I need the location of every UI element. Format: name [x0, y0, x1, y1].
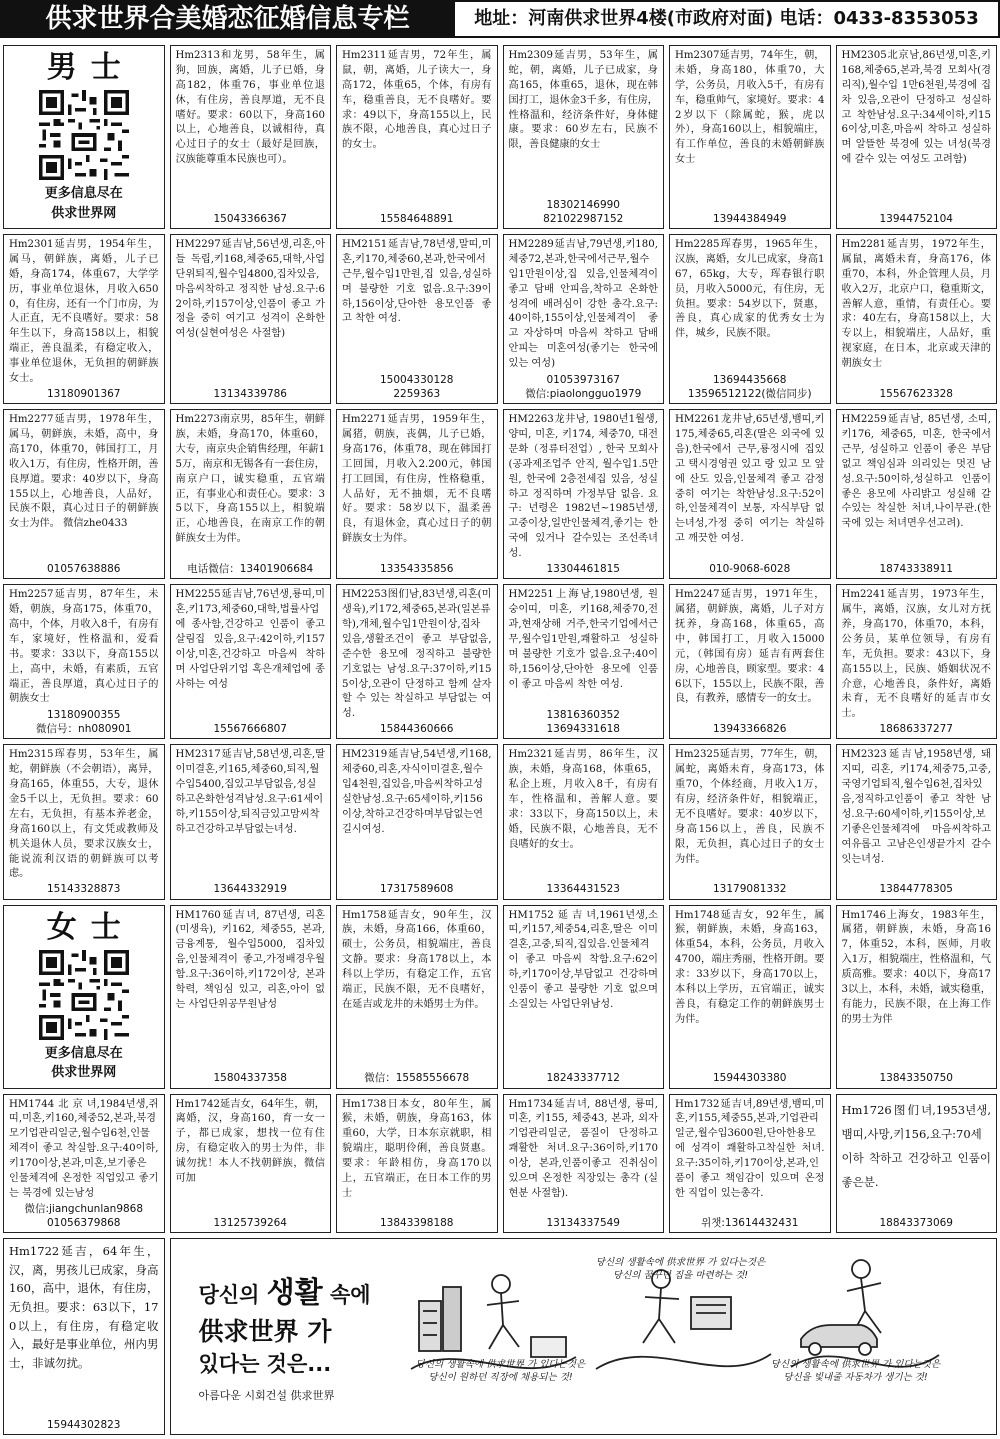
- promo-slogan: [171, 1271, 391, 1403]
- listing-contact: 18243337712: [546, 1072, 620, 1085]
- listing-card: [836, 45, 998, 229]
- listing-card: [3, 1094, 165, 1234]
- listing-text: Hm2277延吉男，1978年生，属马，朝鲜族，未婚，高中，身高170，体重70，韩国打工，月收入1万，有住房，性格开朗，善良厚道。要求：40岁以下，身高155以上，心地善良，人品好，民族不限，真心过日子的朝鲜族女士为伴。 微信zhe0433: [9, 414, 159, 530]
- female-website-line: 供求世界网: [51, 1065, 117, 1081]
- listing-text: HM2317延吉남,58년생,리혼,딸이미결혼,키165,체중60,퇴직,월수입5400,집있고부담없음,성실하고온화한성격남성.요구:61세이하,키155이상,퇴직금있고맘씨착하고건강하고부담없는녀성.: [175, 749, 325, 835]
- qr-code-icon: [39, 90, 129, 180]
- listing-card: [336, 409, 498, 579]
- promo-line-4: 아름다운 시회건설 供求世界: [198, 1388, 335, 1402]
- listing-contact: 13180901367: [47, 387, 121, 400]
- listing-text: Hm1738日本女，80年生，属猴，未婚，朝族，身高163，体重60，大学，日本东京就职，相貌端庄，聪明伶俐，善良贤惠。要求：年龄相仿，身高170以上，五官端正，在日本工作的男士: [342, 1098, 492, 1199]
- listing-card: [170, 234, 332, 404]
- listing-text: HM2319延吉남,54년생,키168,체중60,리혼,자식이미결혼,월수입4천원,집있음,마음씨착하고성실한남성.요구:65세이하,키156이상,착하고건강하며부담없는연길시여성.: [342, 749, 492, 835]
- listing-card: [836, 744, 998, 899]
- listing-card: [170, 584, 332, 739]
- listing-card: [669, 45, 831, 229]
- promo-line-1: [199, 1271, 391, 1315]
- listing-card: [669, 584, 831, 739]
- listing-contact: 18302146990 821022987152: [543, 198, 624, 225]
- listing-contact: 13354335856: [380, 562, 454, 575]
- listing-contact: 微信:jiangchunlan9868 01056379868: [24, 1202, 144, 1229]
- listing-text: HM2251上海남,1980년생, 원숭이띠, 미혼, 키168,체중70,전과,현재상해 거주,한국기업에서근무,월수입1만원,쾌활하고 성실하며 불량한 기호가 없음.요구:40이하,156이상,단아한 용모에 인품이 좋고 마음씨 착한 여성.: [508, 589, 658, 690]
- listing-card: [669, 234, 831, 404]
- listing-contact: 13644332919: [213, 883, 287, 896]
- listing-card: [170, 905, 332, 1089]
- listing-card: [836, 409, 998, 579]
- listing-text: HM2305北京남,86년생,미혼,키168,체중65,본과,북경 모회사(경리직),월수입 1만6천원,북경에 집차 있음,오관이 단정하고 성실하고 착한남성.요구:34세이하,키156이상,미혼,마음씨 착하고 성실하며 알뜰한 북경에 있는 녀성(북경에 갈수 있는 여성도 고려함): [841, 50, 991, 166]
- listing-contact: 15043366367: [213, 212, 287, 225]
- listing-card: [503, 234, 665, 404]
- listing-contact: 13694435668 13596512122(微信同步): [687, 373, 812, 400]
- listing-contact: 15584648891: [380, 212, 454, 225]
- listing-contact: 13943366826: [713, 723, 787, 736]
- promo-line-1c: 속에: [322, 1282, 371, 1307]
- listing-contact: 18843373069: [879, 1216, 953, 1229]
- promo-illustration: [391, 1239, 997, 1434]
- listing-card: [336, 744, 498, 899]
- listing-card: [503, 584, 665, 739]
- listing-card: [669, 744, 831, 899]
- listing-text: Hm1734延吉녀, 88년생, 룡띠, 미혼, 키155, 체중43, 본과, 외자기업관리일군, 품질이 단정하고 쾌활한 처녀.요구:36이하,키170이상, 본과,인품이좋고 진취심이 있으며 온정한 직장있는 총각 (실현분 사절함).: [508, 1098, 658, 1199]
- listing-text: Hm1742延吉女，64年生，朝，离婚，汉，身高160，育一女一子，都已成家，想找一位有住房，有稳定收入的男士为伴，非诚勿扰！本人不找朝鲜族，微信可加: [175, 1098, 325, 1184]
- listing-card: [336, 1094, 498, 1234]
- promo-bubble-car: 당신의 생활속에 供求世界 가 있다는것은 당신을 빛내줄 자동차가 생기는 것!: [770, 1359, 941, 1383]
- listing-text: HM2323延吉남,1958년생, 돼지띠, 리혼, 키174,체중75,고중,국영기업퇴직,월수입6천,집차있음,정직하고인품이 좋고 착한 남성.요구:60세이하,키155이상,보기좋은인물체격에 마음씨착하고여유롭고 고남은인생끝가지 갈수 잇는녀성.: [841, 749, 991, 865]
- listing-card: [836, 1094, 998, 1234]
- listing-card: [503, 905, 665, 1089]
- listing-card: [170, 409, 332, 579]
- promo-bubble-job: 당신의 생활속에 供求世界 가 있다는것은 당신이 원하던 직장에 채용되는 것!: [415, 1359, 586, 1383]
- listing-text: Hm1746上海女，1983年生，属猪，朝鲜族，未婚，身高167，体重52，本科，医师，月收入1万，相貌端庄，性格温和，气质高雅。要求：40以下，身高173以上，本科，未婚，诚实稳重，有能力，民族不限，在上海工作的男士为伴: [841, 909, 991, 1025]
- listing-text: Hm1732延吉녀,89년생,뱀띠,미혼,키155,체중55,본과,기업관리일군,월수입3600원,단아한용모에 성격이 쾌활하고착실한 처녀.요구:35이하,키170이상,본과,인품이 좋고 책임감이 있으며 온정한 직업이 있는총각.: [675, 1098, 825, 1199]
- listing-card: [836, 584, 998, 739]
- listing-contact: 13844778305: [879, 883, 953, 896]
- female-more-info-line: 更多信息尽在: [44, 1045, 123, 1061]
- listing-card: [503, 1094, 665, 1234]
- listing-text: Hm2247延吉男，1971年生，属猪，朝鲜族，离婚，儿子对方抚养，身高168，体重65，高中，韩国打工，月收入15000元，（韩国有房）延吉有两套住房，心地善良，顾家型。要求：46以下，155以上，民族不限，善良，有教养，感情专一的女士。: [675, 589, 825, 705]
- listing-card: [170, 744, 332, 899]
- listing-card: [503, 45, 665, 229]
- page-title: 供求世界合美婚恋征婚信息专栏: [0, 0, 455, 38]
- listing-contact: 13134337549: [546, 1216, 620, 1229]
- listing-contact: 13944384949: [713, 212, 787, 225]
- listing-text: Hm2321延吉男，86年生，汉族，未婚，身高168，体重65，私企上班，月收入8千，有房有车，性格温和，善解人意。要求：33以下，身高150以上，未婚，民族不限，心地善良，无不良嗜好的女士。: [508, 749, 658, 850]
- listing-text: Hm2271延吉男，1959年生，属猪，朝族，丧偶，儿子已婚，身高176，体重78，现在韩国打工回国，月收入2.200元，韩国打工回国，有住房，性格稳重，人品好，无不抽烟，无不良嗜好。要求：58岁以下，温柔善良，有退休金，真心过日子的朝鲜族女士为伴。: [342, 414, 492, 545]
- promo-line-1b: 생활: [266, 1274, 323, 1309]
- listing-text: Hm2311延吉男，72年生，属鼠，朝，离婚，儿子读大一，身高172，体重65，个体，有房有车，稳重善良，无不良嗜好。要求：49以下，身高155以上，民族不限，心地善良，真心过日子的女士。: [342, 50, 492, 151]
- listing-text: HM2289延吉남,79년생,키180,체중72,본과,한국에서근무,월수입1만원이상,집 있음,인물체격이 좋고 담배 안피음,착하고 온화한 성격에 배려심이 강한 총각.요구:40이하,155이상,인물체격이 좋고 자상하며 마음씨 착하고 담배 안피는 미혼여성(좋기는 한국에 있는 여성): [508, 239, 658, 370]
- listing-contact: 13843398188: [380, 1216, 454, 1229]
- listing-text: Hm2309延吉男，53年生，属蛇，朝，离婚，儿子已成家，身高165，体重65，退休，现在韩国打工，退休金3千多，有住房，性格温和，经济条件好，身体健康。要求：60岁左右，民族不限，善良健康的女士: [508, 50, 658, 151]
- listing-contact: 15143328873: [47, 883, 121, 896]
- listing-text: Hm1758延吉女，90年生，汉族，未婚，身高166，体重60，硕士，公务员，相貌端庄，善良文静。要求：身高178以上，本科以上学历，有稳定工作，五官端正，民族不限，无不良嗜好，在延吉或龙井的未婚男士为伴。: [342, 909, 492, 1010]
- listing-card: [836, 905, 998, 1089]
- listing-contact: 13125739264: [213, 1216, 287, 1229]
- listing-text: Hm2315珲春男，53年生，属蛇，朝鲜族（不会朝语），离异，身高165，体重55，大专，退休金5千以上，无负担。要求：60左右，无负担，有基本养老金，身高160以上，有文凭或教师及机关退休人员，要求汉族女士，能说流利汉语的朝鲜族可以考虑。: [9, 749, 159, 880]
- listing-card: [3, 1238, 165, 1435]
- listing-text: Hm1722延吉，64年生，汉，离，男孩儿已成家，身高160，高中，退休，有住房，无负担。要求：63以下，170以上，有住房，有稳定收入，最好是事业单位，州内男士，非诚勿扰。: [9, 1244, 159, 1370]
- listing-text: HM2255延吉남,76년생,룡띠,미혼,키173,체중60,대학,법률사업에 종사함,건강하고 인품이 좋고 살림집 있음,요구:42이하,키157이상,미혼,건강하고 마음씨 착하며 사업단위기업 혹은개체업에 종사하는 여성: [175, 589, 325, 690]
- listing-text: HM2263龙井남, 1980년1월생, 양띠, 미혼, 키174, 체중70, 대전문화（정류터전업）, 한국 모회사(공과제조업주 안직, 월수입1.5만원, 한국에 2층전세집 있음, 성실하고 정직하며 가정부담 없음. 요구: 년령은 1982년~1985년생,고중이상,일반인물체격,좋기는 한국에 있거나 갈수있는 조선족녀성.: [508, 414, 658, 560]
- listing-card: [3, 584, 165, 739]
- male-more-info-line: 更多信息尽在: [44, 186, 123, 201]
- listing-text: HM2259延吉남, 85년생, 소띠, 키176, 체중65, 미혼, 한국에서 근무, 성실하고 인품이 좋은 부담없고 책임심과 의리있는 멋진 남성.요구:50이하,성실하고 인품이 좋은 용모에 사리밝고 성실해 갈수있는 착실한 처녀,나이무관.(한국에 있는 처녀면우선고려).: [841, 414, 991, 530]
- listing-text: HM1752延吉녀,1961년생,소띠,키157,체중54,리혼,딸은 이미 결혼,고중,퇴직,집있음.인물체격이 좋고 마음씨 착함.요구:62이하,키170이상,부담없고 건강하며 인품이 좋고 불량한 기호 없으며 소질있는 사업단위남성.: [508, 909, 658, 1010]
- listing-card: [170, 45, 332, 229]
- listing-text: Hm2273南京男，85年生，朝鲜族，未婚，身高170，体重60，大专，南京央企销售经理，年薪15万，南京和无锡各有一套住房，南京户口，诚实稳重，五官端正，有事业心和责任心。要求：35以下，身高155以上，相貌端正，心地善良，在南京工作的朝鲜族女士为伴。: [175, 414, 325, 545]
- male-section-label: [3, 45, 165, 229]
- page-header: [0, 0, 1000, 38]
- listing-text: Hm2325延吉男，77年生，朝，属蛇，离婚未育，身高173，体重70，个体经商，月收入1万，有房，经济条件好，相貌端正，无不良嗜好。要求：40岁以下，身高156以上，善良，民族不限，无负担，真心过日子的女士为伴。: [675, 749, 825, 865]
- listing-contact: 15567666807: [213, 723, 287, 736]
- listing-contact: 微信：15585556678: [364, 1072, 470, 1085]
- listing-card: [3, 744, 165, 899]
- listing-contact: 15567623328: [879, 387, 953, 400]
- listing-text: HM2253图们남,83년생,리혼(미생육),키172,체중65,본과(일본류학),개체,월수입1만원이상,집차 있음,생활조건이 좋고 부담없음,준수한 용모에 정직하고 불량한 기호없는 남성.요구:37이하,키155이상,오관이 단정하고 함께 살자할 수 있는 착실하고 부담없는 여성.: [342, 589, 492, 720]
- listing-card: [336, 45, 498, 229]
- listing-text: Hm2285珲春男，1965年生，汉族，离婚，女儿已成家，身高167，65kg，大专，珲春银行职员，月收入5000元，有住房，无负担。要求：54岁以下，贤惠，善良，真心成家的优秀女士为伴，城乡，民族不限。: [675, 239, 825, 340]
- listing-card: [336, 234, 498, 404]
- listing-card: [669, 905, 831, 1089]
- listing-contact: 13843350750: [879, 1072, 953, 1085]
- listing-contact: 15004330128 2259363: [380, 373, 454, 400]
- listing-text: Hm2241延吉男，1973年生，属牛，离婚，汉族，女儿对方抚养，身高170，体重70，本科，公务员，某单位领导，有房有车，无负担。要求：43以下，身高155以上，民族、婚姻状况不介意，心地善良，条件好，离婚未育，无不良嗜好的延吉市女士。: [841, 589, 991, 720]
- male-website-line: 供求世界网: [51, 205, 117, 221]
- listing-contact: 18743338911: [879, 562, 953, 575]
- female-section-label: [3, 905, 165, 1089]
- listing-text: HM1760延吉녀, 87년생, 리혼(미생육), 키162, 체중55, 본과, 금융계통, 월수입5000, 집차있음,인물체격이 좋고,가정배경우월함.요구:36이하,키172이상, 본과학력, 책임심 있고, 리혼,아이 없는 사업단위공무원남성: [175, 909, 325, 1010]
- listing-contact: 电话微信：13401906684: [187, 562, 314, 575]
- listing-contact: 13179081332: [713, 883, 787, 896]
- listing-card: [836, 234, 998, 404]
- listing-text: Hm2313和龙男，58年生，属狗，回族，离婚，儿子已婚，身高182，体重76，事业单位退休，有住房，善良厚道，无不良嗜好。要求：60以下，身高160以上，心地善良，以诚相待，真心过日子的女士（最好是回族，汉族能尊重本民族也可）。: [175, 50, 325, 166]
- listing-contact: 15844360666: [380, 723, 454, 736]
- qr-code-icon: [39, 950, 129, 1040]
- listing-contact: 13944752104: [879, 212, 953, 225]
- promo-banner: [170, 1238, 998, 1435]
- listing-contact: 15944302823: [47, 1418, 121, 1431]
- header-contact-info: 地址：河南供求世界4楼(市政府对面) 电话：0433-8353053: [455, 0, 1000, 38]
- listing-contact: 13180900355 微信号：nh080901: [36, 709, 132, 736]
- listing-text: HM1744北京녀,1984년생,쥐띠,미혼,키160,체중52,본과,북경 모기업관리일군,월수입6천,인물체격이 좋고 착실함.요구:40이하,키170이상,본과,미혼,보기좋은 인물체격에 온정한 직업있고 좋기는 북경에 있는남성: [9, 1098, 159, 1199]
- promo-line-3: 있다는 것은...: [198, 1352, 332, 1377]
- listing-text: Hm2307延吉男，74年生，朝，未婚，身高180，体重70，大学，公务员，月收入5千，有房有车，稳重帅气，家境好。要求：42岁以下（除属蛇，猴，虎以外），身高160以上，相貌端庄，有工作单位，善良的未婚朝鲜族女士: [675, 50, 825, 166]
- listing-text: HM2261龙井남,65년생,뱀띠,키175,체중65,리혼(딸은 외국에 있음),한국에서 근무,룡정시에 집있고 택시경영권 있고 랑 있고 모 앞에 산도 있음,인물체격 좋고 감정 중히 여기는 착한남성.요구:52이하,인물체격이 보통, 자식부담 없는녀성,가정 중히 여기는 착실하고 깨끗한 여성.: [675, 414, 825, 545]
- listing-card: [503, 409, 665, 579]
- promo-bubble-home: 당신의 생활속에 供求世界 가 있다는것은 당신의 꿈꾸던 집을 마련하는 것!: [595, 1257, 766, 1281]
- listing-contact: 13364431523: [546, 883, 620, 896]
- listing-text: HM2297延吉남,56년생,리혼,아들 독립,키168,체중65,대학,사업단위퇴직,월수입4800,집차있음,마음씨착하고 정직한 남성.요구:62이하,키157이상,인품이 좋고 가정을 중히 여기고 성격이 온화한 여성(실현여성은 사절함): [175, 239, 325, 340]
- listing-text: Hm1726图们녀,1953년생,뱀띠,사망,키156,요구:70세이하 착하고 건강하고 인품이 좋은분.: [841, 1102, 991, 1189]
- listing-contact: 15804337358: [213, 1072, 287, 1085]
- listing-card: [669, 1094, 831, 1234]
- listing-text: Hm2301延吉男，1954年生，属马，朝鲜族，离婚，儿子已婚，身高174，体重67，大学学历，事业单位退休，月收入6500，有住房，还有一个门市房，为人正直，无不良嗜好。要求：58年生以下，身高158以上，相貌端正，善良温柔，有稳定收入，事业单位退休，无负担的朝鲜族女士。: [9, 239, 159, 385]
- listing-contact: 17317589608: [380, 883, 454, 896]
- listing-text: Hm2257延吉男，87年生，未婚，朝族，身高175，体重70，高中，个体，月收入8千，有房有车，家境好，性格温和，爱看书。要求：33以下，身高155以上，高中，未婚，有素质，五官端正，善良厚道，真心过日子的朝族女士: [9, 589, 159, 705]
- listing-card: [336, 905, 498, 1089]
- male-section-title: 男士: [46, 50, 135, 85]
- listing-card: [3, 409, 165, 579]
- promo-line-2: 供求世界 가: [198, 1317, 332, 1347]
- listing-contact: 010-9068-6028: [709, 562, 791, 575]
- listing-contact: 18686337277: [879, 723, 953, 736]
- listing-contact: 위챗:13614432431: [701, 1216, 799, 1229]
- listing-card: [503, 744, 665, 899]
- listing-contact: 13134339786: [213, 387, 287, 400]
- listings-grid: [3, 45, 997, 1435]
- listing-card: [669, 409, 831, 579]
- listing-card: [3, 234, 165, 404]
- listing-card: [336, 584, 498, 739]
- listing-contact: 01057638886: [47, 562, 121, 575]
- female-section-title: 女士: [46, 909, 135, 945]
- listing-contact: 01053973167 微信:piaolongguo1979: [525, 373, 642, 400]
- listing-text: Hm2281延吉男，1972年生，属鼠，离婚未育，身高176，体重70，本科，外企管理人员，月收入2万，北京户口，稳重斯文，善解人意，重情，有责任心。要求：40左右，身高158以上，大专以上，相貌端庄，人品好，重视家庭，在日本，北京或天津的朝族女士: [841, 239, 991, 370]
- listing-card: [170, 1094, 332, 1234]
- listing-contact: 15944303380: [713, 1072, 787, 1085]
- promo-line-1a: 당신의: [198, 1282, 267, 1307]
- listing-text: Hm1748延吉女，92年生，属猴，朝鲜族，未婚，身高163，体重54，本科，公务员，月收入4700，端庄秀丽，性格开朗。要求：33岁以下，身高170以上，本科以上学历，五官端正，诚实善良，有稳定工作的朝鲜族男士为伴。: [675, 909, 825, 1025]
- listing-contact: 13304461815: [546, 562, 620, 575]
- listing-contact: 13816360352 13694331618: [546, 709, 620, 736]
- listing-text: HM2151延吉남,78년생,말띠,미혼,키170,체중60,본과,한국에서 근무,월수입1만원,집 있음,성실하며 불량한 기호 없음.요구:39이하,156이상,단아한 용모인품 좋고 착한 여성.: [342, 239, 492, 325]
